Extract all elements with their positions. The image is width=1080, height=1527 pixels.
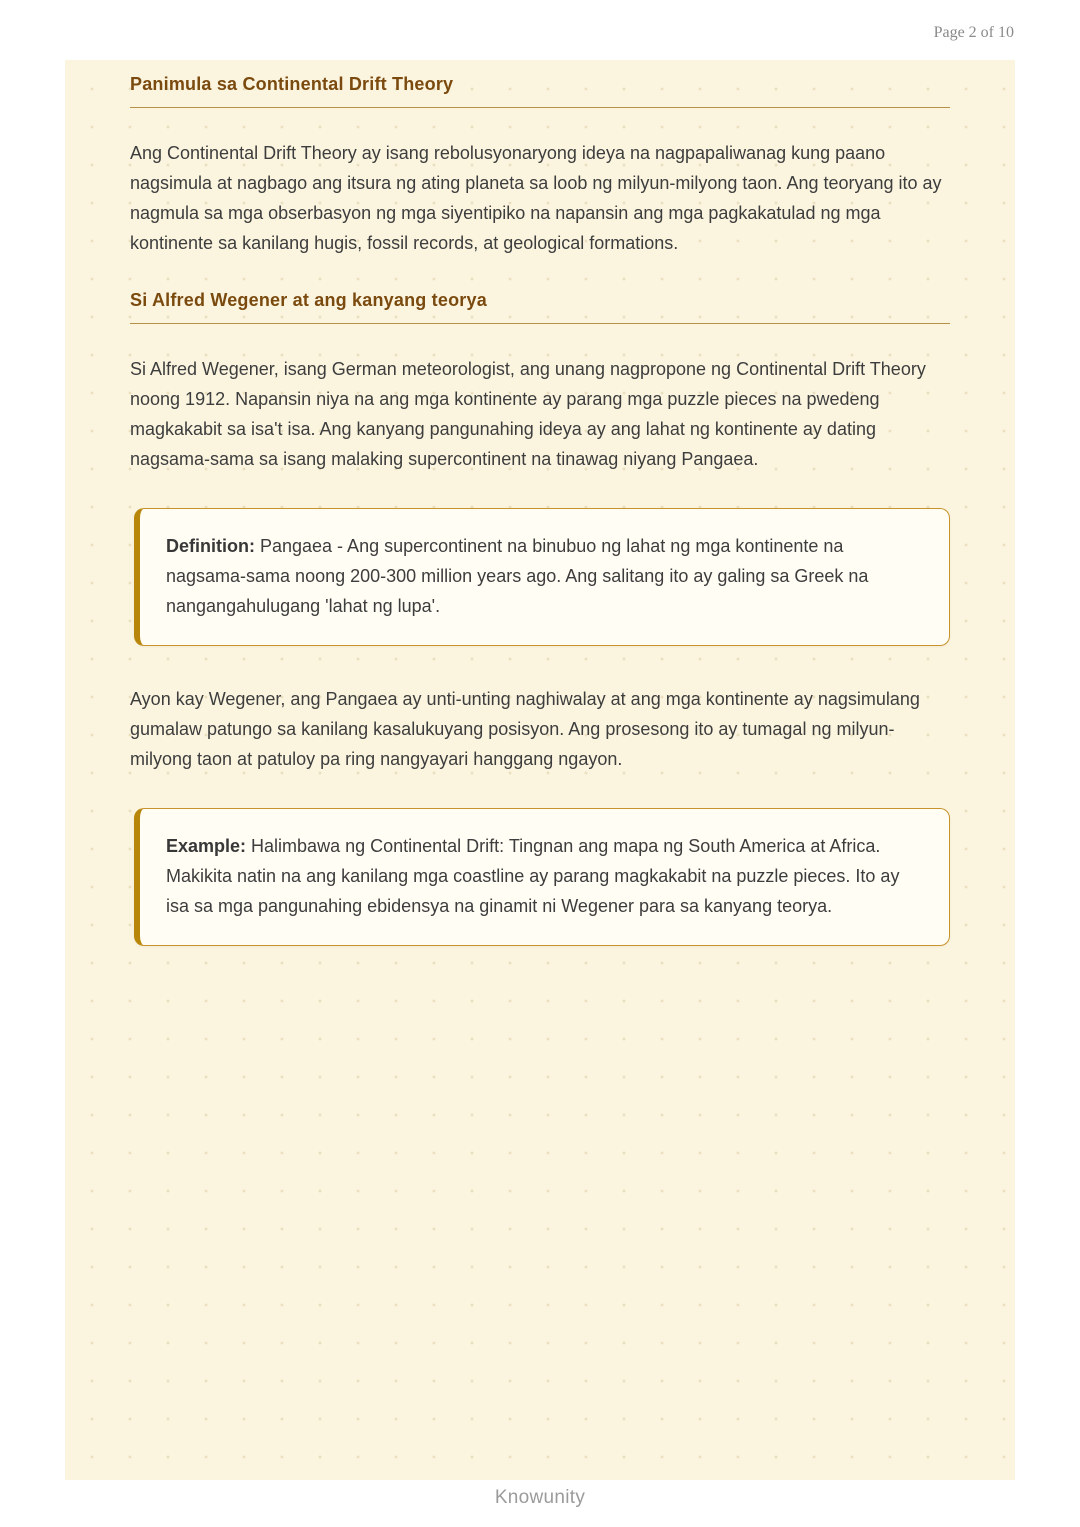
section-heading-intro: Panimula sa Continental Drift Theory [130,74,454,94]
heading-divider [130,107,950,108]
section-wegener [130,290,950,474]
notes-sheet [65,60,1015,1480]
heading-divider [130,323,950,324]
footer-brand: Knowunity [494,1487,586,1508]
definition-callout [134,508,950,646]
section-intro [130,74,950,258]
paragraph-drift-process: Ayon kay Wegener, ang Pangaea ay unti-unting naghiwalay at ang mga kontinente ay nagsimulang gumalaw patungo sa kanilang kasalukuyang posisyon. Ang prosesong ito ay tumagal ng milyun-milyong taon at patuloy pa ring nangyayari hanggang ngayon. [130,689,920,769]
example-callout [134,808,950,946]
section-heading-wegener: Si Alfred Wegener at ang kanyang teorya [130,290,487,310]
example-text: Halimbawa ng Continental Drift: Tingnan ang mapa ng South America at Africa. Makikita natin na ang kanilang mga coastline ay parang magkakabit na puzzle pieces. Ito ay isa sa mga pangunahing ebidensya na ginamit ni Wegener para sa kanyang teorya. [166,836,900,916]
definition-text: Pangaea - Ang supercontinent na binubuo ng lahat ng mga kontinente na nagsama-sama noong 200-300 million years ago. Ang salitang ito ay galing sa Greek na nangangahulugang 'lahat ng lupa'. [166,536,869,616]
paragraph-wegener: Si Alfred Wegener, isang German meteorologist, ang unang nagpropone ng Continental Drift Theory noong 1912. Napansin niya na ang mga kontinente ay parang mga puzzle pieces na pwedeng magkakabit sa isa't isa. Ang kanyang pangunahing ideya ay ang lahat ng kontinente ay dating nagsama-sama sa isang malaking supercontinent na tinawag niyang Pangaea. [130,359,926,469]
paragraph-intro: Ang Continental Drift Theory ay isang rebolusyonaryong ideya na nagpapaliwanag kung paano nagsimula at nagbago ang itsura ng ating planeta sa loob ng milyun-milyong taon. Ang teoryang ito ay nagmula sa mga obserbasyon ng mga siyentipiko na napansin ang mga pagkakatulad ng mga kontinente sa kanilang hugis, fossil records, at geological formations. [130,143,942,253]
page-number: Page 2 of 10 [933,24,1014,41]
spacer [130,258,950,290]
definition-label: Definition: [166,536,260,556]
example-label: Example: [166,836,252,856]
